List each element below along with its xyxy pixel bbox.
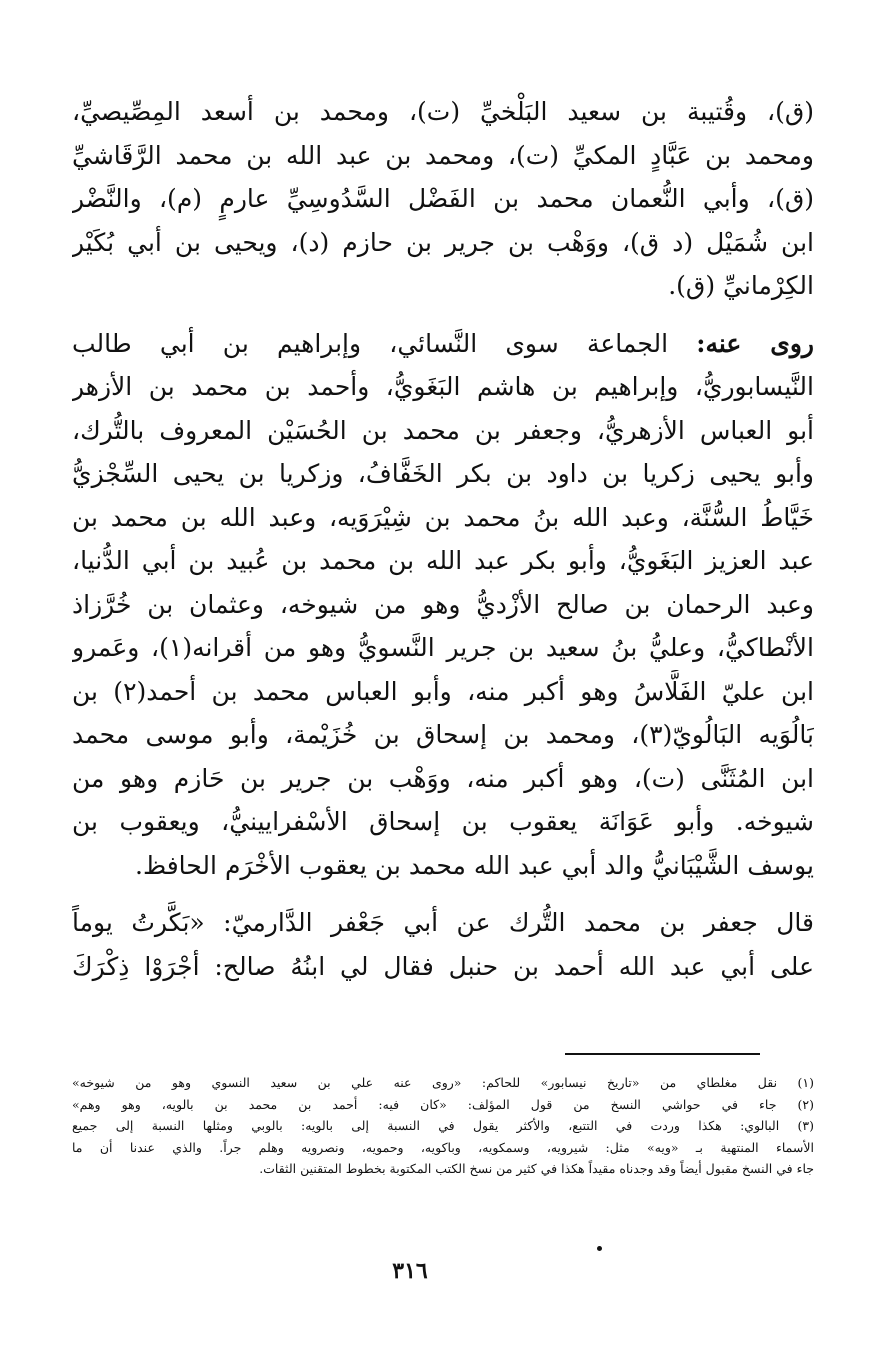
footnote-3-line: (٣) البالوي: هكذا وردت في التتبع، والأكثر يقول في النسبة إلى بالويه: بالوبي ومثلها النسبة إلى جميع [72, 1118, 814, 1133]
text-line: وعبد الرحمان بن صالح الأزْديُّ وهو من شيوخه، وعثمان بن خُرَّزاذ [72, 589, 814, 619]
text-line: على أبي عبد الله أحمد بن حنبل فقال لي ابنُهُ صالح: أجْرَوْا ذِكْرَكَ [72, 951, 814, 981]
text-line [72, 322, 814, 366]
text-line: ابن شُمَيْل (د ق)، ووَهْب بن جرير بن حازم (د)، ويحيى بن أبي بُكَيْر [72, 227, 814, 257]
text-line: الكِرْمانيِّ (ق). [668, 271, 814, 300]
text-line-rest: الجماعة سوى النَّسائي، وإبراهيم بن أبي طالب [72, 328, 669, 358]
text-line: قال جعفر بن محمد التُّرك عن أبي جَعْفر الدَّارميّ: «بَكَّرتُ يوماً [72, 908, 814, 937]
text-line: عبد العزيز البَغَويُّ، وأبو بكر عبد الله بن محمد بن عُبيد بن أبي الدُّنيا، [72, 546, 814, 575]
ink-dot [597, 1246, 602, 1251]
footnote-3-line: جاء في النسخ مقبول أيضاً وقد وجدناه مقيداً هكذا في كثير من نسخ الكتب المكتوبة بخطوط المتقنين الثقات. [259, 1161, 814, 1176]
text-line: ومحمد بن عَبَّادٍ المكيِّ (ت)، ومحمد بن عبد الله بن محمد الرَّقَاشيِّ [72, 140, 814, 170]
text-line: (ق)، وقُتيبة بن سعيد البَلْخيِّ (ت)، ومحمد بن أسعد المِصِّيصيِّ، [72, 97, 814, 126]
text-line: أبو العباس الأزهريُّ، وجعفر بن محمد بن الحُسَيْن المعروف بالتُّرك، [72, 415, 814, 445]
footnote-2: (٢) جاء في حواشي النسخ من قول المؤلف: «كان فيه: أحمد بن محمد بن بالويه، وهو وهم» [72, 1096, 814, 1112]
text-line: بَالُوَيه البَالُويّ(٣)، ومحمد بن إسحاق بن خُزَيْمة، وأبو موسى محمد [72, 720, 814, 749]
text-line: الأنْطاكيُّ، وعليُّ بنُ سعيد بن جرير النَّسويُّ وهو من أقرانه(١)، وعَمرو [72, 633, 814, 662]
text-line: (ق)، وأبي النُّعمان محمد بن الفَضْل السَّدُوسِيِّ عارمٍ (م)، والنَّضْر [72, 184, 814, 213]
text-line: يوسف الشَّيْبَانيُّ والد أبي عبد الله محمد بن يعقوب الأخْرَم الحافظ. [135, 850, 814, 880]
text-line: النَّيسابوريُّ، وإبراهيم بن هاشم البَغَويُّ، وأحمد بن محمد بن الأزهر [72, 372, 814, 401]
paragraph-teachers-end [72, 90, 814, 308]
footnote-separator [565, 1053, 760, 1055]
page-number: ٣١٦ [392, 1258, 428, 1284]
main-text [72, 90, 814, 1002]
paragraph-students [72, 322, 814, 888]
text-line: ابن المُثَنَّى (ت)، وهو أكبر منه، ووَهْب بن جرير بن حَازم وهو من [72, 763, 814, 793]
text-line: شيوخه. وأبو عَوَانَة يعقوب بن إسحاق الأسْفرايينيُّ، ويعقوب بن [72, 807, 814, 836]
footnote-3-line: الأسماء المنتهية بـ «ويه» مثل: شيرويه، وسمكويه، وباكويه، وحمويه، ونصرويه وهلم جراً. والذي عندنا أن ما [72, 1139, 814, 1155]
footnotes [72, 1072, 814, 1180]
text-line: ابن عليّ الفَلَّاسُ وهو أكبر منه، وأبو العباس محمد بن أحمد(٢) بن [72, 676, 814, 706]
footnote-1: (١) نقل مغلطاي من «تاريخ نيسابور» للحاكم: «روى عنه علي بن سعيد النسوي وهو من شيوخه» [72, 1075, 814, 1090]
paragraph-quote [72, 901, 814, 988]
text-line: وأبو يحيى زكريا بن داود بن بكر الخَفَّافُ، وزكريا بن يحيى السِّجْزيُّ [72, 459, 814, 488]
section-lead-label: روى عنه: [696, 328, 814, 358]
text-line: خَيَّاطُ السُّنَّة، وعبد الله بنُ محمد بن شِيْرَوَيه، وعبد الله بن محمد بن [72, 502, 814, 532]
